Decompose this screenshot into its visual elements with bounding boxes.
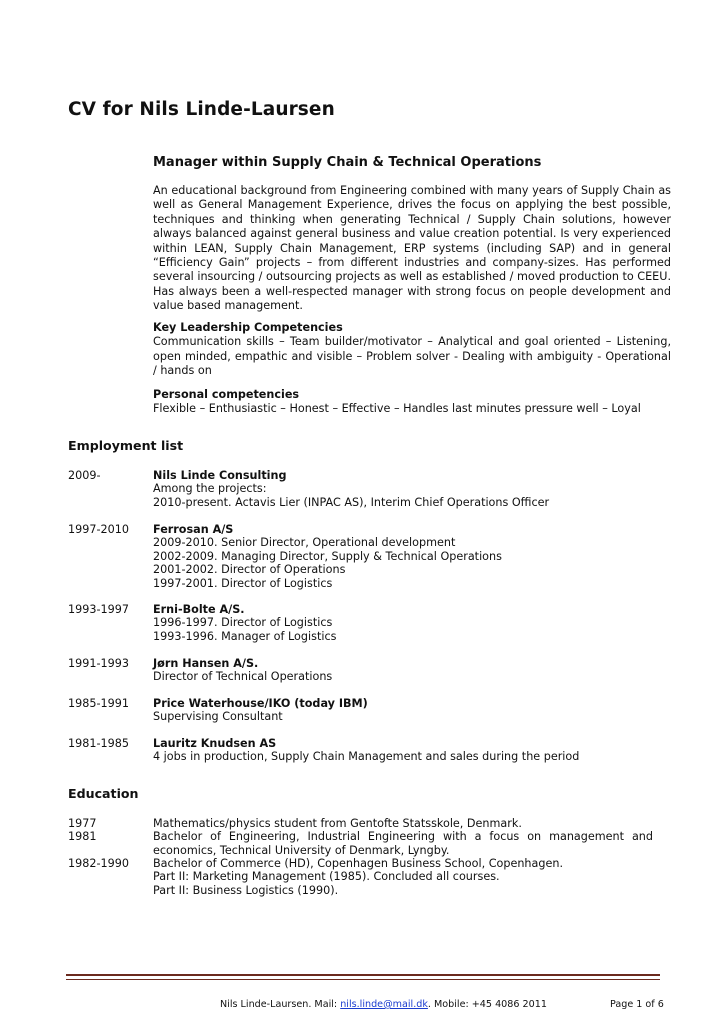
footer-rule bbox=[66, 974, 660, 976]
education-line: Part II: Business Logistics (1990). bbox=[153, 883, 339, 897]
employment-company: Erni-Bolte A/S. bbox=[153, 603, 245, 616]
page-number: Page 1 of 6 bbox=[610, 999, 664, 1010]
education-year: 1977 bbox=[68, 817, 97, 830]
education-line: Part II: Marketing Management (1985). Concluded all courses. bbox=[153, 870, 500, 884]
employment-years: 1993-1997 bbox=[68, 603, 129, 616]
employment-line: 1997-2001. Director of Logistics bbox=[153, 576, 333, 590]
employment-years: 1985-1991 bbox=[68, 697, 129, 710]
employment-company: Ferrosan A/S bbox=[153, 523, 234, 536]
personal-competencies bbox=[153, 388, 671, 417]
footer-email-link[interactable]: nils.linde@mail.dk bbox=[340, 999, 428, 1010]
employment-line: 2001-2002. Director of Operations bbox=[153, 563, 346, 577]
employment-line: Among the projects: bbox=[153, 482, 267, 496]
footer-rule-thin bbox=[66, 979, 660, 980]
leadership-competencies bbox=[153, 321, 671, 379]
employment-line: 2010-present. Actavis Lier (INPAC AS), Interim Chief Operations Officer bbox=[153, 495, 550, 509]
employment-company: Price Waterhouse/IKO (today IBM) bbox=[153, 697, 368, 710]
education-line: Bachelor of Commerce (HD), Copenhagen Business School, Copenhagen. bbox=[153, 857, 564, 870]
education-line: economics, Technical University of Denmark, Lyngby. bbox=[153, 843, 450, 857]
education-year: 1982-1990 bbox=[68, 857, 129, 870]
employment-years: 2009- bbox=[68, 469, 101, 482]
education-heading: Education bbox=[68, 786, 139, 801]
employment-line: 1993-1996. Manager of Logistics bbox=[153, 629, 337, 643]
employment-years: 1981-1985 bbox=[68, 737, 129, 750]
employment-company: Jørn Hansen A/S. bbox=[153, 657, 259, 670]
leadership-heading: Key Leadership Competencies bbox=[153, 321, 343, 334]
employment-line: 4 jobs in production, Supply Chain Management and sales during the period bbox=[153, 750, 580, 764]
employment-years: 1991-1993 bbox=[68, 657, 129, 670]
footer-contact bbox=[220, 999, 547, 1010]
education-line: Mathematics/physics student from Gentofte Statsskole, Denmark. bbox=[153, 817, 522, 830]
personal-text: Flexible – Enthusiastic – Honest – Effective – Handles last minutes pressure well – Loyal bbox=[153, 402, 641, 416]
employment-line: Supervising Consultant bbox=[153, 710, 283, 724]
footer-name: Nils Linde-Laursen. Mail: bbox=[220, 999, 341, 1010]
employment-company: Nils Linde Consulting bbox=[153, 469, 287, 482]
cv-subtitle: Manager within Supply Chain & Technical Operations bbox=[153, 155, 542, 170]
employment-line: Director of Technical Operations bbox=[153, 670, 333, 684]
footer-mobile: . Mobile: +45 4086 2011 bbox=[427, 999, 547, 1010]
employment-company: Lauritz Knudsen AS bbox=[153, 737, 277, 750]
document-title: CV for Nils Linde-Laursen bbox=[68, 99, 335, 120]
education-line: Bachelor of Engineering, Industrial Engineering with a focus on management and bbox=[153, 830, 653, 844]
leadership-text: Communication skills – Team builder/motivator – Analytical and goal oriented – Listening, open minded, empathic and visible – Problem solver - Dealing with ambiguity - Operational / hands on bbox=[153, 335, 671, 378]
education-year: 1981 bbox=[68, 830, 97, 844]
employment-line: 2002-2009. Managing Director, Supply & Technical Operations bbox=[153, 549, 502, 563]
employment-line: 2009-2010. Senior Director, Operational development bbox=[153, 536, 456, 550]
employment-line: 1996-1997. Director of Logistics bbox=[153, 616, 333, 630]
employment-years: 1997-2010 bbox=[68, 523, 129, 536]
personal-heading: Personal competencies bbox=[153, 388, 300, 401]
profile-summary: An educational background from Engineering combined with many years of Supply Chain as well as General Management Experience, drives the focus on applying the best possible, techniques and thinking when generating Technical / Supply Chain solutions, however always balanced against general business and value creation potential. Is very experienced within LEAN, Supply Chain Management, ERP systems (including SAP) and in general “Efficiency Gain” projects – from different industries and company-sizes. Has performed several insourcing / outsourcing projects as well as established / moved production to CEEU. Has always been a well-respected manager with strong focus on people development and value based management. bbox=[153, 184, 671, 313]
employment-heading: Employment list bbox=[68, 438, 184, 453]
